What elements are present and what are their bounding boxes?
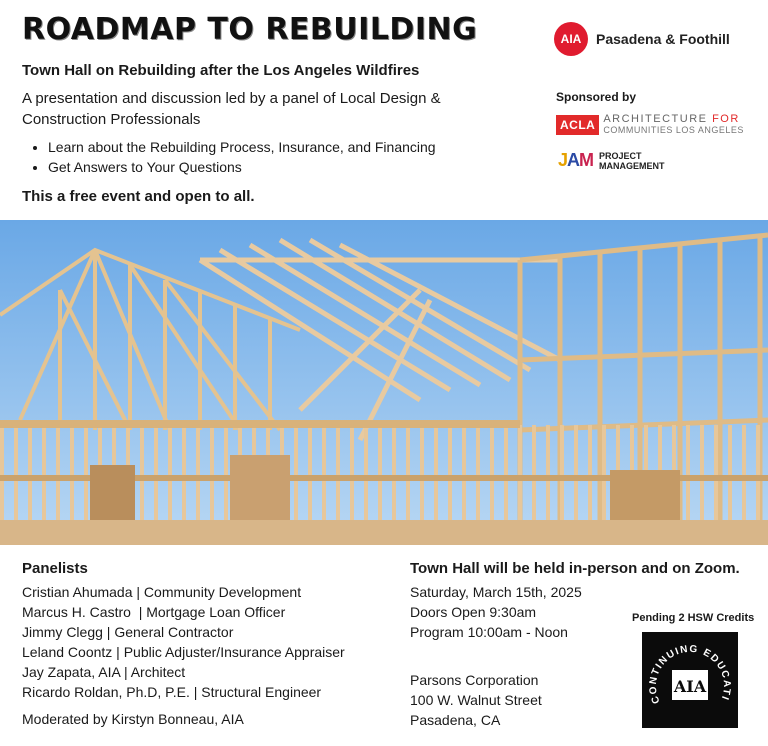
continuing-education-logo	[642, 632, 738, 728]
acla-line1-accent: FOR	[712, 113, 740, 125]
panelist-list	[22, 582, 345, 702]
acla-logo	[556, 114, 744, 136]
event-format-heading: Town Hall will be held in-person and on Zoom.	[410, 560, 740, 577]
event-schedule	[410, 582, 582, 642]
jam-logo	[558, 150, 665, 171]
hsw-credits-note: Pending 2 HSW Credits	[632, 612, 755, 624]
jam-line1: PROJECT	[599, 150, 642, 161]
venue-street: 100 W. Walnut Street	[410, 692, 542, 708]
list-item: • Learn about the Rebuilding Process, Insurance, and Financing	[48, 137, 436, 157]
sponsored-label: Sponsored by	[556, 90, 637, 104]
venue-name: Parsons Corporation	[410, 672, 539, 688]
jam-mark: JAM	[558, 150, 594, 170]
venue-city: Pasadena, CA	[410, 712, 501, 728]
moderator-note: Moderated by Kirstyn Bonneau, AIA	[22, 711, 244, 727]
list-item: Cristian Ahumada | Community Development	[22, 584, 302, 600]
panelists-heading: Panelists	[22, 560, 88, 577]
venue-address	[410, 670, 542, 730]
list-item: Ricardo Roldan, Ph.D, P.E. | Structural Engineer	[22, 684, 322, 700]
doors-open-time: Doors Open 9:30am	[410, 604, 537, 620]
acla-line1: ARCHITECTURE	[603, 113, 713, 125]
aia-mark: AIA	[554, 22, 588, 56]
list-item: Leland Coontz | Public Adjuster/Insurance Appraiser	[22, 644, 345, 660]
ce-logo-text: CONTINUING EDUCATI	[647, 643, 733, 706]
aia-chapter-name: Pasadena & Foothill	[596, 31, 730, 47]
list-item: Jay Zapata, AIA | Architect	[22, 664, 186, 680]
topic-list	[34, 137, 436, 177]
intro-text: A presentation and discussion led by a panel of Local Design & Construction Professionals	[22, 90, 441, 128]
house-framing-photo	[0, 220, 768, 545]
list-item: Jimmy Clegg | General Contractor	[22, 624, 234, 640]
event-subtitle: Town Hall on Rebuilding after the Los Angeles Wildfires	[22, 62, 420, 79]
acla-line2: COMMUNITIES LOS ANGELES	[603, 125, 744, 135]
page-title: ROADMAP TO REBUILDING	[22, 12, 478, 47]
list-item: • Get Answers to Your Questions	[48, 157, 436, 177]
program-time: Program 10:00am - Noon	[410, 624, 568, 640]
event-date: Saturday, March 15th, 2025	[410, 584, 582, 600]
acla-badge: ACLA	[556, 115, 599, 135]
jam-line2: MANAGEMENT	[599, 160, 665, 171]
free-event-note: This a free event and open to all.	[22, 188, 255, 205]
aia-chapter-logo	[554, 22, 730, 56]
ce-logo-mark: AIA	[673, 677, 707, 696]
list-item: Marcus H. Castro | Mortgage Loan Officer	[22, 604, 286, 620]
